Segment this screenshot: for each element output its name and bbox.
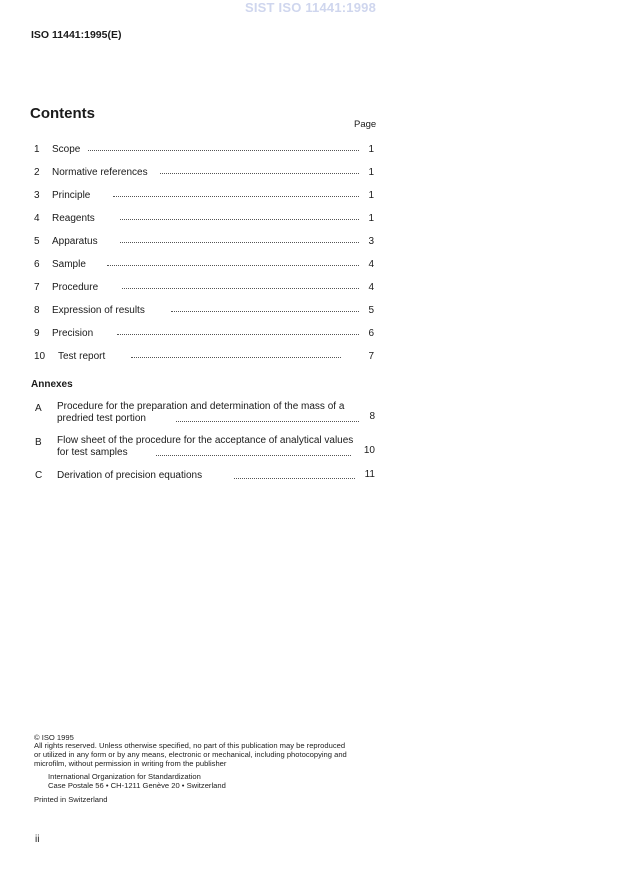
toc-entry-title: Expression of results: [52, 305, 145, 316]
leader-dots: [131, 357, 341, 358]
printed-in: Printed in Switzerland: [34, 795, 108, 804]
leader-dots: [120, 219, 359, 220]
toc-entry-title: Test report: [58, 351, 106, 362]
toc-entry-title: Sample: [52, 259, 86, 270]
leader-dots: [122, 288, 359, 289]
toc-entry-page: 3: [368, 236, 374, 247]
annex-title-line: predried test portion: [57, 413, 146, 424]
toc-entry-page: 1: [368, 167, 374, 178]
organization-address: Case Postale 56 • CH-1211 Genève 20 • Switzerland: [48, 781, 226, 790]
toc-entry-number: 5: [34, 236, 40, 247]
leader-dots: [171, 311, 359, 312]
toc-entry-apparatus[interactable]: [0, 235, 621, 251]
toc-entry-number: 4: [34, 213, 40, 224]
leader-dots: [120, 242, 359, 243]
toc-entry-expression-of-results[interactable]: [0, 304, 621, 320]
toc-entry-test-report[interactable]: [0, 350, 621, 366]
leader-dots: [156, 455, 351, 456]
leader-dots: [88, 150, 359, 151]
annex-title-line: Flow sheet of the procedure for the acceptance of analytical values: [57, 435, 354, 446]
toc-entry-sample[interactable]: [0, 258, 621, 274]
leader-dots: [160, 173, 359, 174]
organization-name: International Organization for Standardization: [48, 772, 201, 781]
page-column-label: Page: [354, 119, 377, 130]
toc-entry-title: Scope: [52, 144, 81, 155]
toc-entry-title: Normative references: [52, 167, 148, 178]
toc-entry-page: 7: [368, 351, 374, 362]
watermark: SIST ISO 11441:1998: [245, 0, 376, 15]
annex-title-line: Procedure for the preparation and determination of the mass of a: [57, 401, 345, 412]
toc-entry-procedure[interactable]: [0, 281, 621, 297]
annexes-heading: Annexes: [31, 379, 73, 390]
toc-entry-number: 8: [34, 305, 40, 316]
toc-entry-page: 5: [368, 305, 374, 316]
toc-entry-title: Procedure: [52, 282, 99, 293]
toc-entry-number: 1: [34, 144, 40, 155]
toc-entry-number: 7: [34, 282, 40, 293]
toc-entry-precision[interactable]: [0, 327, 621, 343]
toc-entry-page: 1: [368, 213, 374, 224]
page-number: ii: [35, 834, 40, 845]
annex-letter: A: [35, 403, 42, 414]
toc-entry-page: 4: [368, 259, 374, 270]
document-id: ISO 11441:1995(E): [31, 29, 122, 41]
leader-dots: [107, 265, 359, 266]
toc-entry-number: 6: [34, 259, 40, 270]
toc-entry-title: Principle: [52, 190, 91, 201]
toc-entry-title: Apparatus: [52, 236, 98, 247]
copyright-rights-line: microfilm, without permission in writing from the publisher: [34, 759, 227, 768]
contents-heading: Contents: [30, 105, 95, 122]
annex-page: 10: [363, 445, 375, 456]
toc-entry-reagents[interactable]: [0, 212, 621, 228]
copyright-symbol-line: © ISO 1995: [34, 733, 74, 742]
leader-dots: [234, 478, 355, 479]
toc-entry-number: 2: [34, 167, 40, 178]
toc-entry-normative-references[interactable]: [0, 166, 621, 182]
annex-letter: C: [35, 470, 43, 481]
toc-entry-number: 3: [34, 190, 40, 201]
annex-letter: B: [35, 437, 42, 448]
annex-entry-a[interactable]: [0, 401, 621, 427]
leader-dots: [117, 334, 359, 335]
toc-entry-page: 4: [368, 282, 374, 293]
copyright-rights-line: All rights reserved. Unless otherwise specified, no part of this publication may be reproduced: [34, 741, 346, 750]
annex-entry-b[interactable]: [0, 435, 621, 461]
leader-dots: [113, 196, 359, 197]
toc-entry-principle[interactable]: [0, 189, 621, 205]
toc-entry-scope[interactable]: [0, 143, 621, 159]
annex-title-line: Derivation of precision equations: [57, 470, 203, 481]
annex-page: 8: [369, 411, 375, 422]
toc-entry-page: 6: [368, 328, 374, 339]
toc-entry-number: 9: [34, 328, 40, 339]
toc-entry-number: 10: [34, 351, 46, 362]
leader-dots: [176, 421, 359, 422]
toc-entry-page: 1: [368, 144, 374, 155]
toc-entry-title: Reagents: [52, 213, 95, 224]
toc-entry-page: 1: [368, 190, 374, 201]
copyright-rights-line: or utilized in any form or by any means, electronic or mechanical, including photocopying and: [34, 750, 347, 759]
annex-title-line: for test samples: [57, 447, 128, 458]
annex-entry-c[interactable]: [0, 470, 621, 484]
toc-entry-title: Precision: [52, 328, 94, 339]
annex-page: 11: [364, 469, 375, 480]
